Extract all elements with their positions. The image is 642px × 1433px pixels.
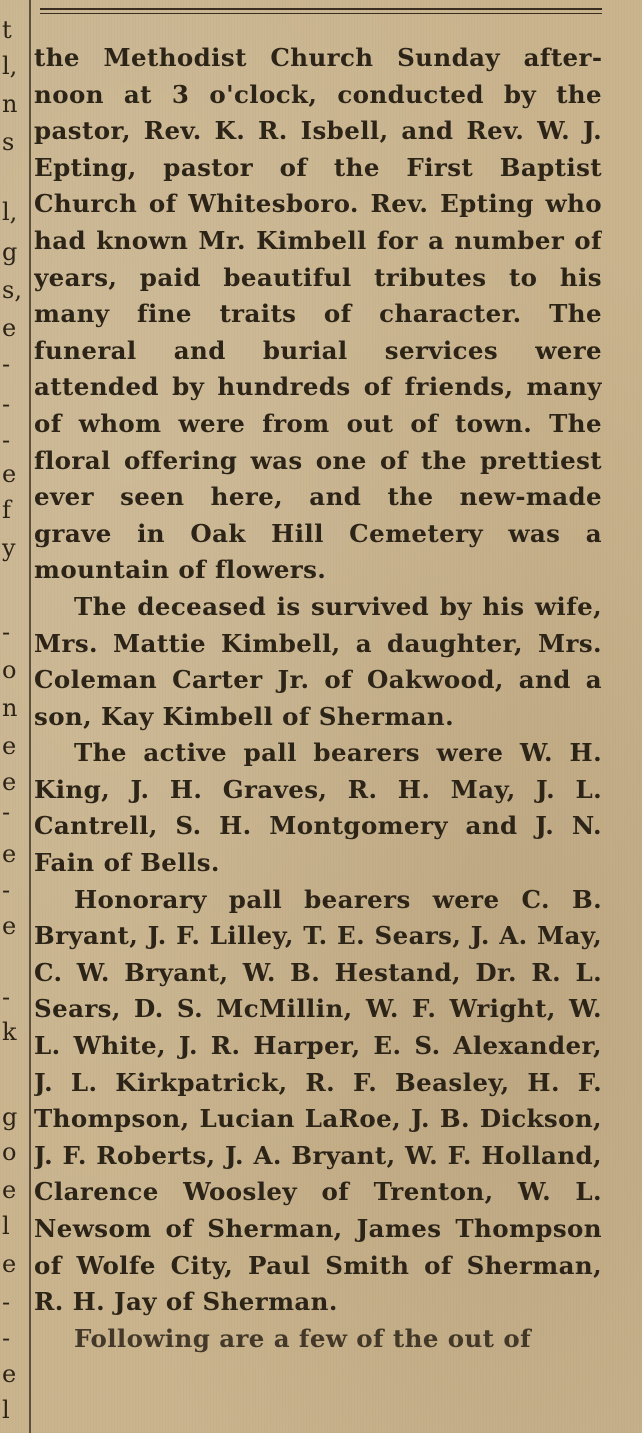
- fragment-char: -: [2, 983, 11, 1011]
- fragment-char: -: [2, 350, 11, 378]
- fragment-char: k: [2, 1018, 17, 1046]
- article-column: [34, 40, 602, 1433]
- article-paragraph: The active pall bearers were W. H. King, J. H. Graves, R. H. May, J. L. Cantrell, S. H. Montgomery and J. N. Fain of Bells.: [34, 738, 602, 878]
- fragment-char: -: [2, 1288, 11, 1316]
- fragment-char: -: [2, 426, 11, 454]
- fragment-char: -: [2, 390, 11, 418]
- fragment-char: e: [2, 1250, 17, 1278]
- fragment-char: e: [2, 460, 17, 488]
- fragment-char: e: [2, 1176, 17, 1204]
- fragment-char: f: [2, 496, 11, 524]
- adjacent-column-fragments: [0, 0, 27, 1433]
- fragment-char: l,: [2, 52, 18, 80]
- fragment-char: o: [2, 1138, 17, 1166]
- fragment-char: l: [2, 1396, 10, 1424]
- fragment-char: e: [2, 314, 17, 342]
- article-paragraph: Honorary pall bearers were C. B. Bryant, J. F. Lilley, T. E. Sears, J. A. May, C. W. Bryant, W. B. Hestand, Dr. R. L. Sears, D. S. McMillin, W. F. Wright, W. L. White, J. R. Harper, E. S. Alexander, J. L. Kirkpatrick, R. F. Beasley, H. F. Thompson, Lucian LaRoe, J. B. Dickson, J. F. Roberts, J. A. Bryant, W. F. Holland, Clarence Woosley of Trenton, W. L. Newsom of Sherman, James Thompson of Wolfe City, Paul Smith of Sherman, R. H. Jay of Sherman.: [34, 884, 602, 1317]
- column-divider: [29, 0, 31, 1433]
- fragment-char: g: [2, 1103, 18, 1131]
- fragment-char: e: [2, 912, 17, 940]
- article-paragraph-cut-off: Following are a few of the out of: [74, 1323, 532, 1353]
- fragment-char: -: [2, 618, 11, 646]
- article-paragraph: the Methodist Church Sunday afternoon at 3 o'clock, conducted by the pastor, Rev. K. R. Isbell, and Rev. W. J. Epting, pastor of the First Baptist Church of Whitesboro. Rev. Epting who had known Mr. Kimbell for a number of years, paid beautiful tributes to his many fine traits of character. The funeral and burial services were attended by hundreds of friends, many of whom were from out of town. The floral offering was one of the prettiest ever seen here, and the new-made grave in Oak Hill Cemetery was a mountain of flowers.: [34, 43, 602, 585]
- fragment-char: s,: [2, 276, 22, 304]
- article-paragraph: The deceased is survived by his wife, Mrs. Mattie Kimbell, a daughter, Mrs. Coleman Carter Jr. of Oakwood, and a son, Kay Kimbell of Sherman.: [34, 591, 602, 731]
- fragment-char: n: [2, 90, 18, 118]
- fragment-char: -: [2, 876, 11, 904]
- fragment-char: -: [2, 1324, 11, 1352]
- fragment-char: l: [2, 1212, 10, 1240]
- fragment-char: n: [2, 694, 18, 722]
- fragment-char: e: [2, 732, 17, 760]
- fragment-char: t: [2, 16, 12, 44]
- fragment-char: s: [2, 128, 15, 156]
- fragment-char: e: [2, 1360, 17, 1388]
- fragment-char: e: [2, 840, 17, 868]
- fragment-char: e: [2, 768, 17, 796]
- column-top-rule-thin: [40, 13, 602, 14]
- fragment-char: -: [2, 798, 11, 826]
- column-top-rule: [40, 8, 602, 10]
- fragment-char: g: [2, 238, 18, 266]
- fragment-char: y: [2, 534, 16, 562]
- fragment-char: l,: [2, 198, 18, 226]
- fragment-char: o: [2, 656, 17, 684]
